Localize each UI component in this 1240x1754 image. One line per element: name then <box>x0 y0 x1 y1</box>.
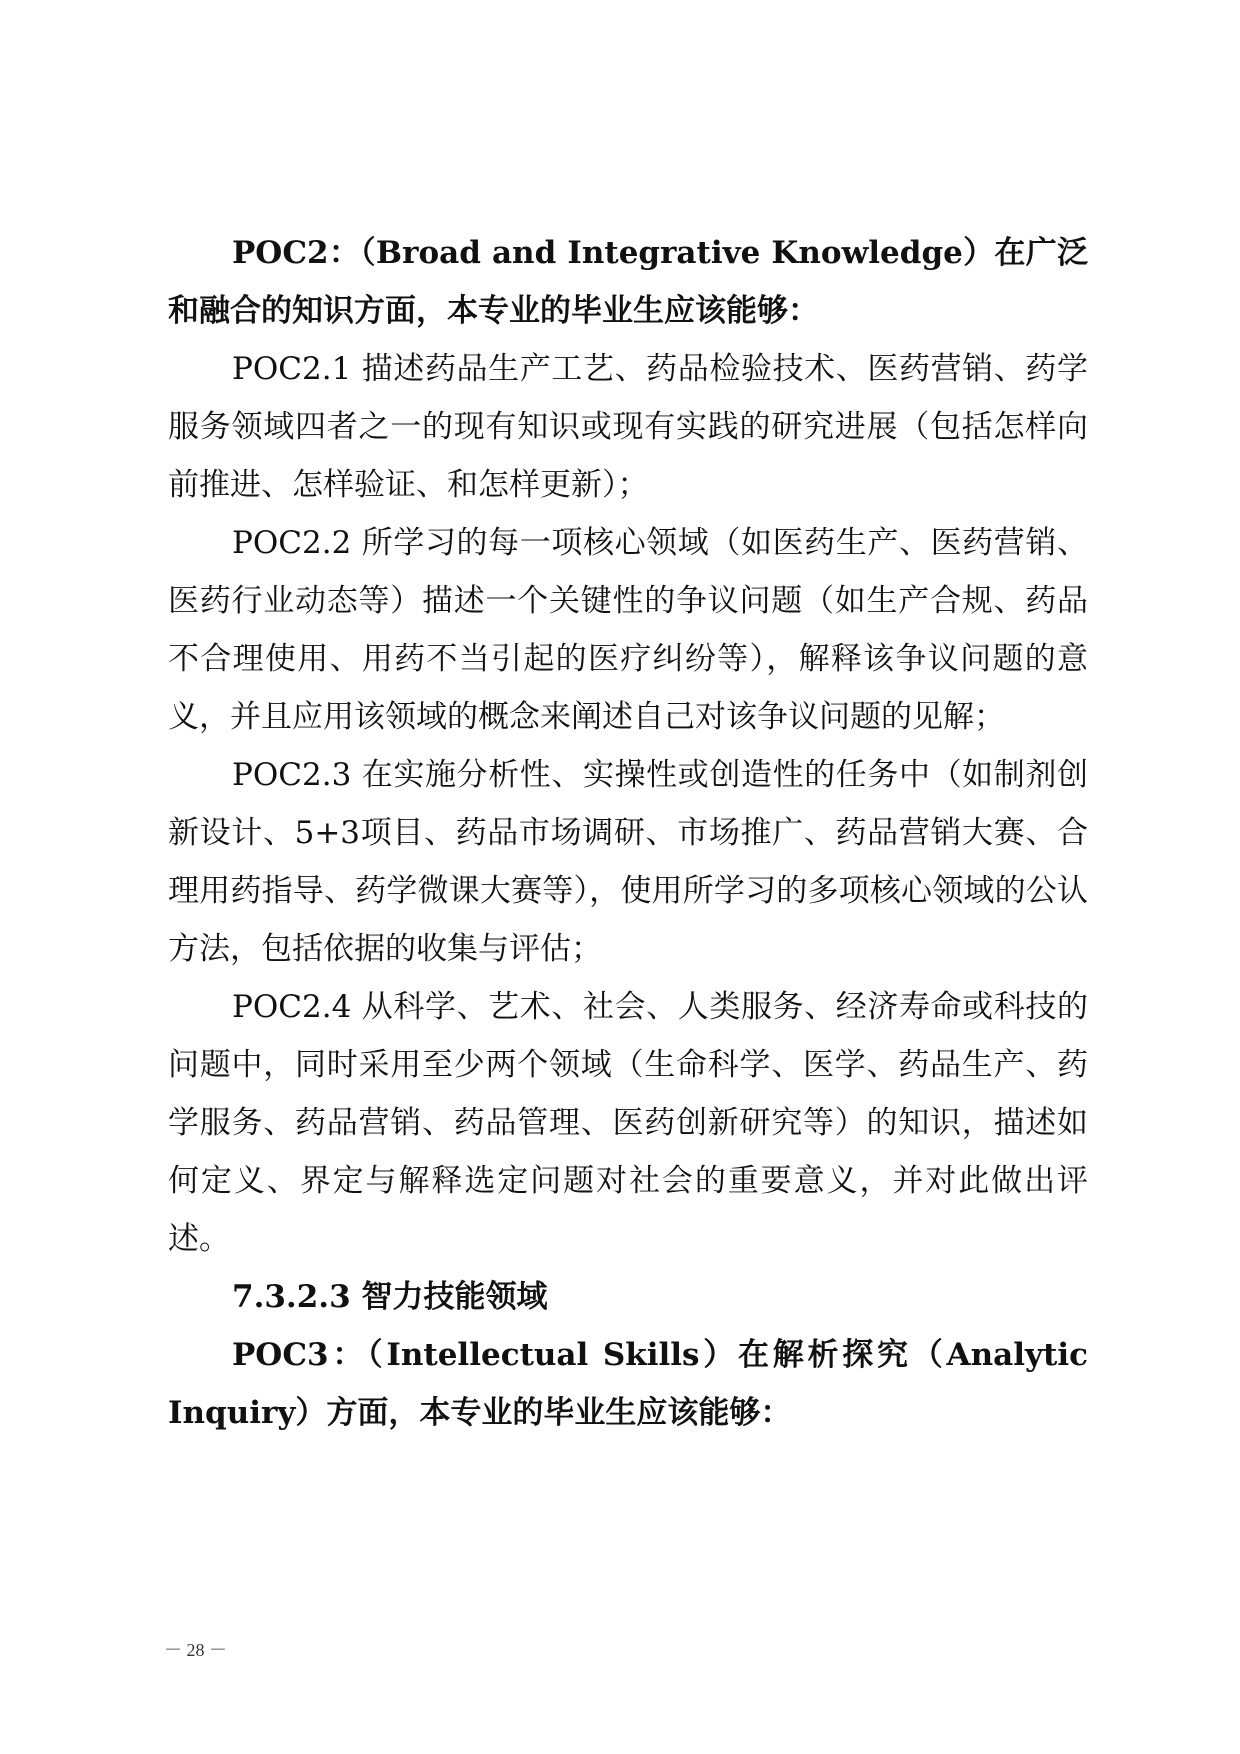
poc3-heading: POC3：（Intellectual Skills）在解析探究（Analytic Inquiry）方面，本专业的毕业生应该能够： <box>168 1337 1088 1431</box>
poc2-heading: POC2：（Broad and Integrative Knowledge）在广泛和融合的知识方面，本专业的毕业生应该能够： <box>168 235 1088 329</box>
page-number: － 28 － <box>164 1640 227 1660</box>
section-heading: 7.3.2.3 智力技能领域 <box>232 1279 548 1315</box>
poc2-2-item: POC2.2 所学习的每一项核心领域（如医药生产、医药营销、医药行业动态等）描述一个关键性的争议问题（如生产合规、药品不合理使用、用药不当引起的医疗纠纷等），解释该争议问题的意义，并且应用该领域的概念来阐述自己对该争议问题的见解； <box>168 525 1088 735</box>
poc2-4-item: POC2.4 从科学、艺术、社会、人类服务、经济寿命或科技的问题中，同时采用至少两个领域（生命科学、医学、药品生产、药学服务、药品营销、药品管理、医药创新研究等）的知识，描述如何定义、界定与解释选定问题对社会的重要意义，并对此做出评述。 <box>168 989 1088 1257</box>
document-body <box>168 224 1088 1442</box>
poc2-1-item: POC2.1 描述药品生产工艺、药品检验技术、医药营销、药学服务领域四者之一的现有知识或现有实践的研究进展（包括怎样向前推进、怎样验证、和怎样更新）； <box>168 351 1088 503</box>
poc2-3-item: POC2.3 在实施分析性、实操性或创造性的任务中（如制剂创新设计、5+3项目、药品市场调研、市场推广、药品营销大赛、合理用药指导、药学微课大赛等），使用所学习的多项核心领域的公认方法，包括依据的收集与评估； <box>168 757 1088 967</box>
